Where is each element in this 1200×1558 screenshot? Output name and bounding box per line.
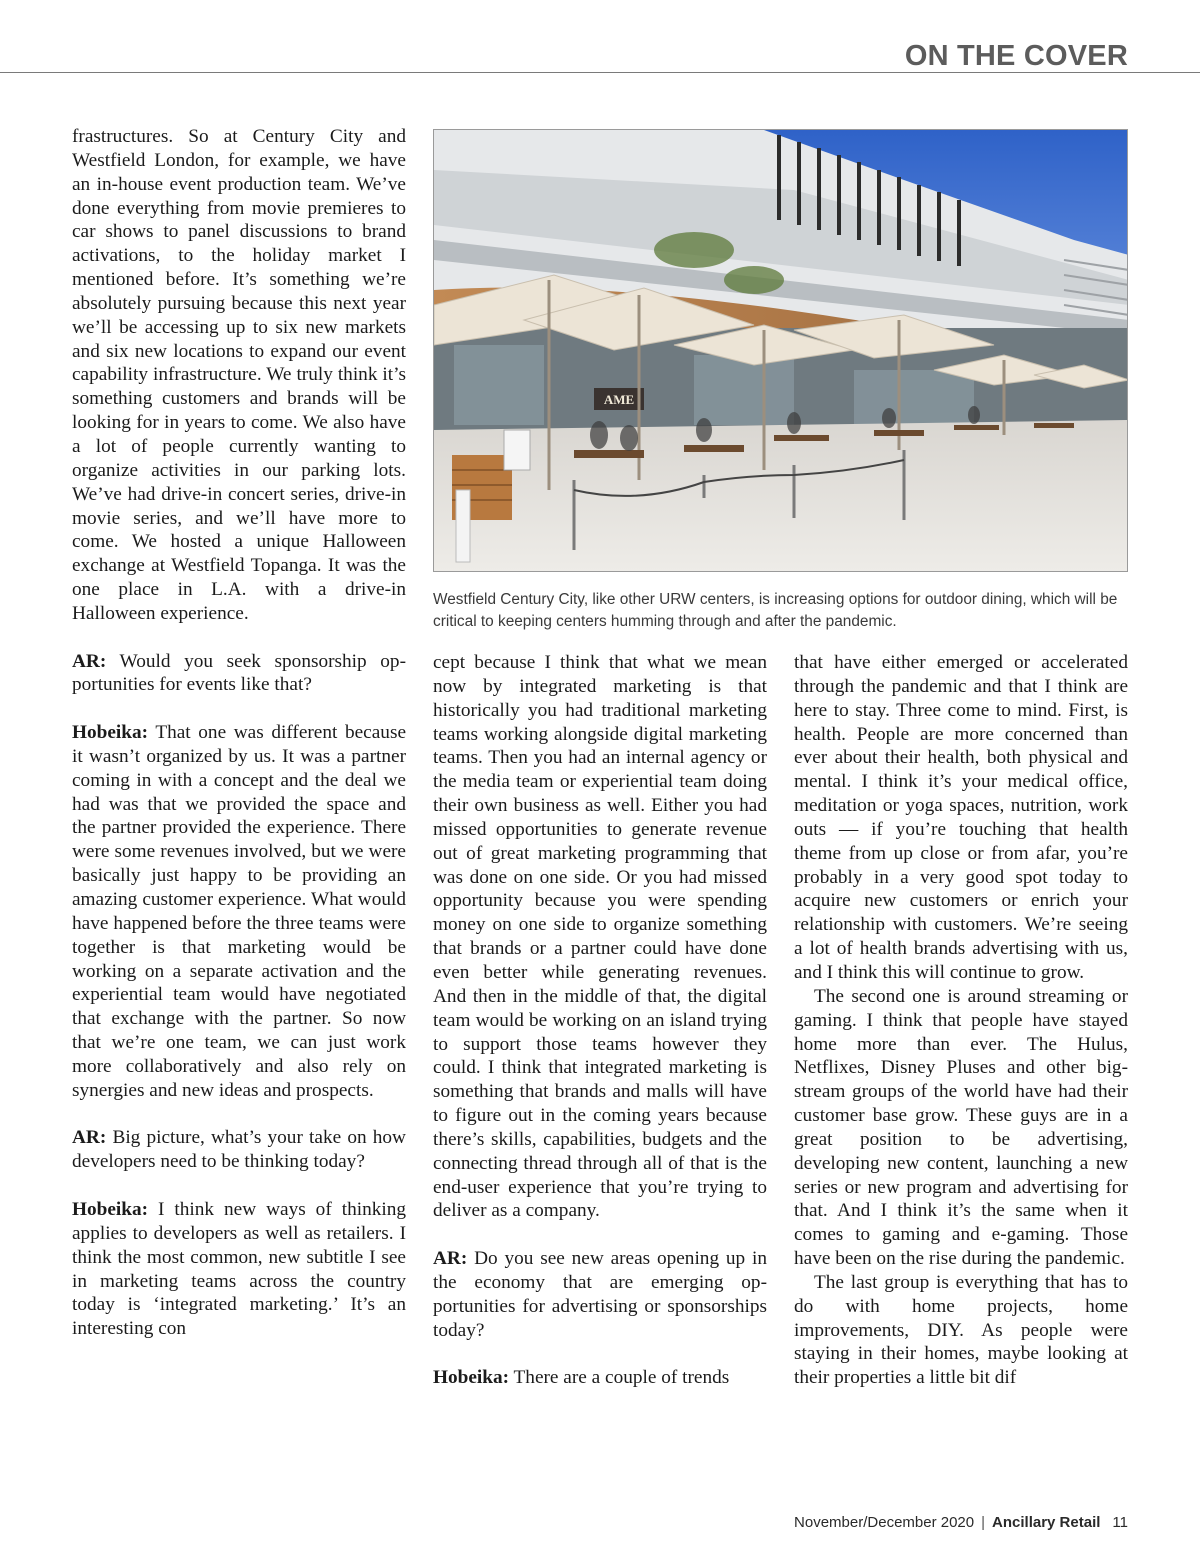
paragraph: The last group is everything that has to do with home projects, home improvements, DIY. As people were staying in their homes, maybe looking at their properties a little bit dif [794,1271,1128,1389]
question-text: Would you seek sponsorship opportunities for events like that? [72,650,406,696]
pavement [434,420,1128,572]
publication-name: Ancillary Retail [992,1514,1101,1531]
speaker-label: Hobeika: [72,1198,149,1220]
paragraph: The second one is around streaming or gaming. I think that people have stayed home more than ever. The Hulus, Netflixes, Disney Pluses and other big-stream groups of the world have had their customer base grow. These guys are in a great position to be advertising, developing new content, launching a new series or new program and advertising for that. And I think it’s the same when it comes to gaming and e-gaming. Those have been on the rise during the pandemic. [794,985,1128,1270]
speaker-label: AR: [433,1248,468,1270]
paragraph: that have either emerged or accelerated through the pandemic and that I think are here to stay. Three come to mind. First, is health. People are more concerned than ever about their health, both physical and mental. I think it’s your medical office, meditation or yoga spaces, nutrition, work outs — if you’re touching that health theme from up close or from afar, you’re probably in a very good spot today to acquire new customers or enrich your relationship with customers. We’re seeing a lot of health brands advertising with us, and I think this will continue to grow. [794,652,1128,983]
text-column-1 [72,125,406,1341]
footer-separator: | [981,1514,986,1531]
question-text: Do you see new areas opening up in the economy that are emerging opportunities for advertising or sponsorships today? [433,1248,767,1341]
answer-text: That one was different because it wasn’t organized by us. It was a partner coming in with a concept and the deal we had was that we provided the space and the partner provided the experience. There were some revenues involved, but we were basically just happy to be providing an amazing customer experience. What would have happened before the three teams were together is that marketing would be working on a separate activation and the experiential team would have negotiated that exchange with the partner. So now that we’re one team, we can just work more collaboratively and also rely on synergies and new ideas and prospects. [72,722,406,1101]
speaker-label: Hobeika: [72,722,149,744]
answer-paragraph [72,721,406,1103]
speaker-label: AR: [72,1127,107,1149]
question-paragraph [72,650,406,698]
question-text: Big picture, what’s your take on how developers need to be thinking today? [72,1127,406,1173]
question-paragraph [72,1126,406,1174]
paragraph: frastructures. So at Century City and Westfield London, for example, we have an in-house event production team. We’ve done everything from movie premieres to car shows to panel discussions to brand activations, to the holiday market I mentioned before. It’s something we’re absolutely pursuing because this next year we’ll be accessing up to six new markets and six new locations to expand our event capability infrastructure. We truly think it’s something customers and brands will be looking for in years to come. We also have a lot of people currently wanting to organize activities in our parking lots. We’ve had drive-in concert series, drive-in movie series, and we’ll have more to come. We hosted a unique Halloween exchange at Westfield Topanga. It was the one place in L.A. with a drive-in Halloween experience. [72,126,406,624]
text-column-3 [794,651,1128,1390]
speaker-label: AR: [72,650,107,672]
photo-caption: Westfield Century City, like other URW centers, is increasing options for outdoor dining, which will be critical to keeping centers humming through and after the pandemic. [433,591,1118,630]
speaker-label: Hobeika: [433,1367,510,1389]
page-number: 11 [1112,1514,1128,1531]
issue-date: November/December 2020 [794,1514,975,1531]
section-label: ON THE COVER [904,40,1128,72]
page-footer [794,1514,1128,1531]
answer-paragraph [433,1366,767,1390]
store-sign-text: AME [603,392,635,407]
sanitizer-stand [456,490,470,562]
paragraph: cept because I think that what we mean now by integrated marketing is that historically you had traditional marketing teams working alongside digital marketing teams. Then you had an internal agency or the media team or experiential team doing their own business as well. Either you had missed opportunities to generate revenue out of great marketing programming that was done on one side. Or you had missed opportunity because you were spending money on one side to organize something that brands or a partner could have done even better while generating revenues. And then in the middle of that, the digital team would be working on an island trying to support those teams however they could. I think that integrated marketing is something that brands and malls will have to figure out in the coming years because there’s skills, capabilities, budgets and the connecting thread through all of that is the end-user experience that you’re trying to deliver as a company. [433,652,767,1222]
answer-text: There are a couple of trends [509,1367,730,1389]
outdoor-dining-illustration [434,130,1128,572]
cover-photo [433,129,1128,572]
info-sign [504,430,530,470]
answer-text: I think new ways of thinking applies to developers as well as retailers. I think the most common, new subtitle I see in marketing teams across the country today is ‘integrated marketing.’ It’s an interesting con [72,1198,406,1340]
text-column-2 [433,651,767,1390]
answer-paragraph [72,1198,406,1341]
question-paragraph [433,1247,767,1342]
